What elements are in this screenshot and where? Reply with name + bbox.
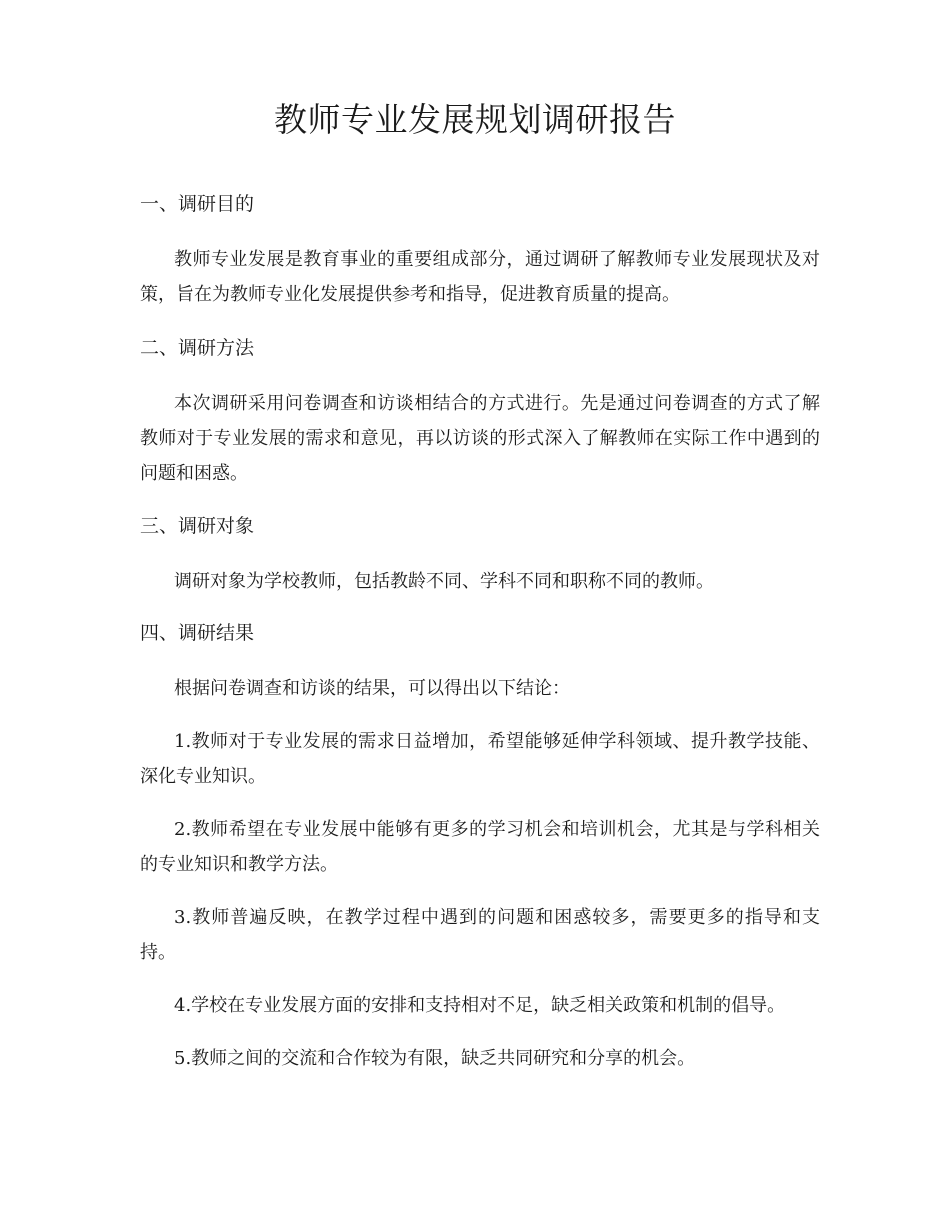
- section-heading-purpose: 一、调研目的: [140, 193, 255, 215]
- section-heading-results: 四、调研结果: [140, 622, 255, 644]
- list-item-result-2: 2.教师希望在专业发展中能够有更多的学习机会和培训机会，尤其是与学科相关的专业知识和教学方法。: [140, 819, 820, 875]
- section-heading-subjects: 三、调研对象: [140, 515, 255, 537]
- list-item-result-3: 3.教师普遍反映，在教学过程中遇到的问题和困惑较多，需要更多的指导和支持。: [140, 907, 820, 963]
- list-item-result-5: 5.教师之间的交流和合作较为有限，缺乏共同研究和分享的机会。: [174, 1048, 696, 1069]
- paragraph-subjects: 调研对象为学校教师，包括教龄不同、学科不同和职称不同的教师。: [174, 571, 714, 592]
- paragraph-purpose: 教师专业发展是教育事业的重要组成部分，通过调研了解教师专业发展现状及对策，旨在为教师专业化发展提供参考和指导，促进教育质量的提高。: [140, 249, 820, 305]
- list-item-result-1: 1.教师对于专业发展的需求日益增加，希望能够延伸学科领域、提升教学技能、深化专业知识。: [140, 731, 820, 787]
- paragraph-results-intro: 根据问卷调查和访谈的结果，可以得出以下结论：: [174, 678, 570, 699]
- document-title: 教师专业发展规划调研报告: [274, 100, 676, 139]
- section-heading-method: 二、调研方法: [140, 337, 255, 359]
- list-item-result-4: 4.学校在专业发展方面的安排和支持相对不足，缺乏相关政策和机制的倡导。: [174, 995, 786, 1016]
- paragraph-method: 本次调研采用问卷调查和访谈相结合的方式进行。先是通过问卷调查的方式了解教师对于专业发展的需求和意见，再以访谈的形式深入了解教师在实际工作中遇到的问题和困惑。: [140, 393, 820, 484]
